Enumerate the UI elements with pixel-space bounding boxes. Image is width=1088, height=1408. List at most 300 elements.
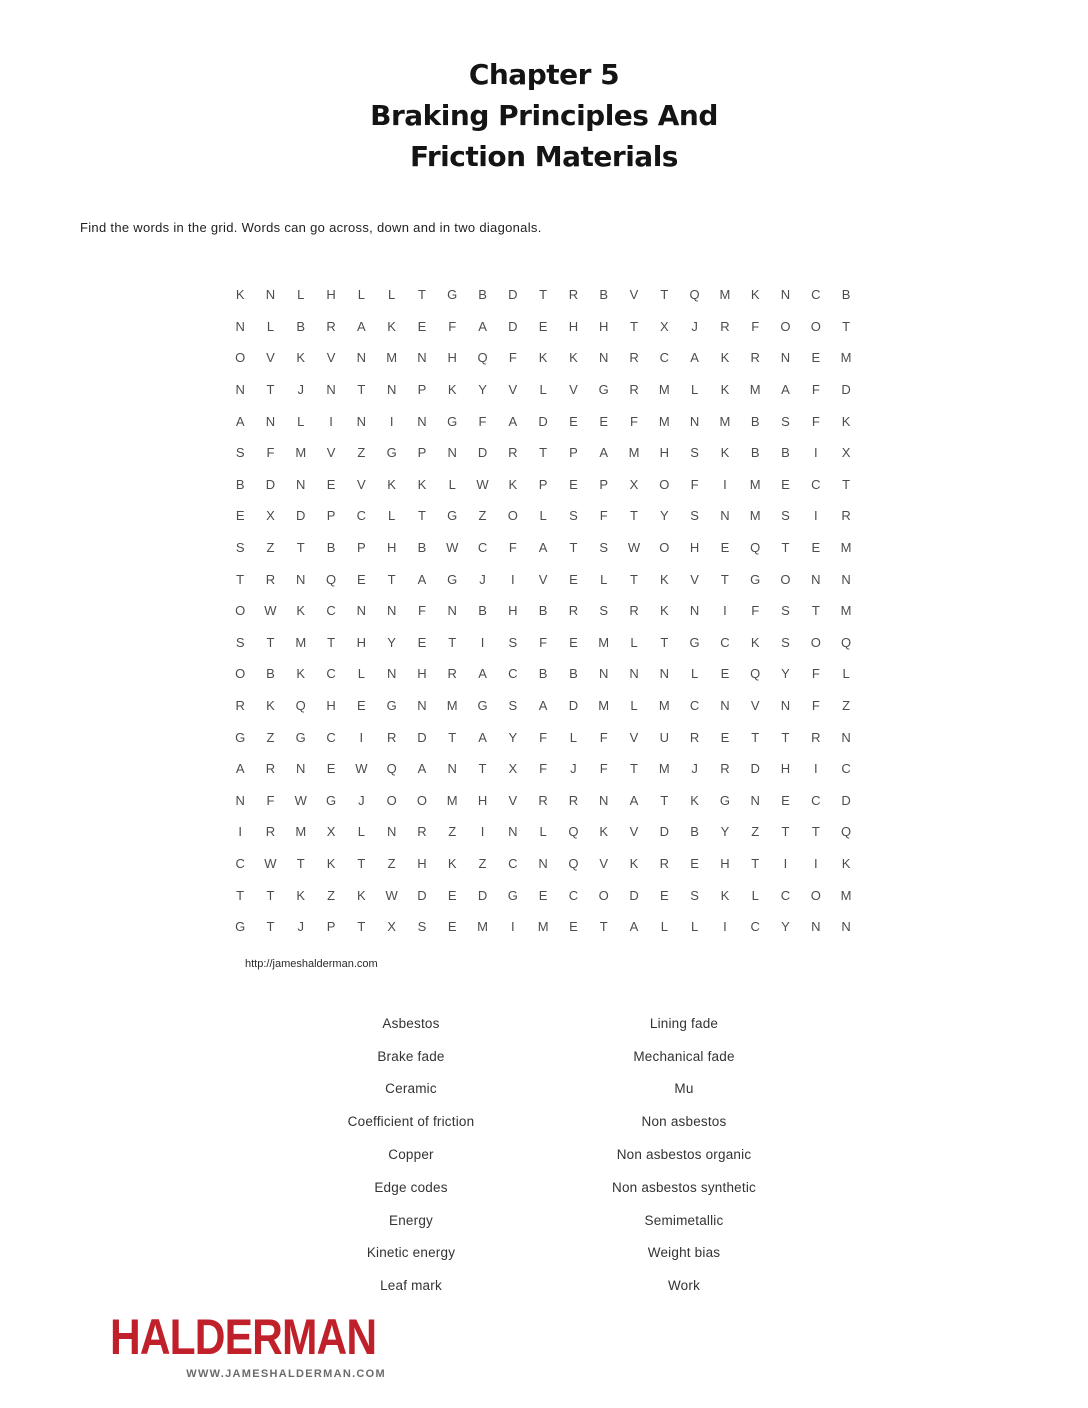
grid-letter: V	[266, 350, 275, 366]
grid-letter: F	[266, 445, 275, 461]
grid-letter: D	[538, 413, 548, 429]
grid-letter: Y	[781, 666, 790, 682]
grid-letter: E	[447, 919, 457, 935]
grid-letter: D	[477, 887, 488, 903]
grid-letter: E	[569, 413, 578, 429]
grid-letter: Y	[659, 508, 669, 524]
grid-letter: V	[508, 792, 518, 808]
grid-letter: A	[538, 698, 548, 714]
grid-letter: L	[751, 887, 759, 903]
grid-letter: S	[781, 508, 790, 524]
grid-letter: L	[539, 824, 547, 840]
grid-letter: A	[417, 761, 427, 777]
grid-letter: N	[447, 445, 457, 461]
grid-letter: C	[811, 287, 821, 303]
grid-letter: B	[417, 540, 427, 556]
grid-letter: Q	[841, 634, 852, 650]
grid-letter: N	[296, 761, 306, 777]
grid-letter: E	[811, 350, 821, 366]
grid-letter: N	[296, 571, 306, 587]
grid-letter: H	[689, 540, 700, 556]
grid-letter: R	[750, 350, 760, 366]
grid-letter: O	[810, 634, 821, 650]
word-list-item: Ceramic	[385, 1081, 437, 1097]
grid-letter: K	[387, 318, 396, 334]
grid-letter: J	[297, 919, 304, 935]
grid-letter: L	[388, 508, 396, 524]
grid-letter: N	[720, 508, 730, 524]
grid-letter: O	[416, 792, 427, 808]
grid-letter: S	[690, 445, 699, 461]
grid-letter: S	[781, 634, 790, 650]
grid-letter: I	[389, 413, 394, 429]
grid-letter: R	[508, 445, 518, 461]
grid-letter: E	[569, 571, 578, 587]
grid-letter: G	[325, 792, 337, 808]
grid-letter: C	[508, 855, 518, 871]
word-list-item: Weight bias	[647, 1245, 721, 1261]
grid-letter: G	[598, 382, 609, 398]
grid-letter: G	[235, 729, 246, 745]
grid-letter: K	[599, 824, 609, 840]
grid-letter: Q	[750, 666, 761, 682]
grid-letter: Q	[295, 698, 306, 714]
grid-letter: I	[723, 603, 727, 619]
grid-letter: I	[480, 634, 485, 650]
grid-letter: K	[296, 666, 306, 682]
grid-letter: H	[659, 445, 669, 461]
grid-letter: M	[295, 445, 307, 461]
grid-letter: D	[417, 887, 427, 903]
grid-letter: E	[781, 476, 790, 492]
grid-letter: M	[658, 698, 670, 714]
grid-letter: K	[447, 855, 457, 871]
grid-letter: D	[508, 287, 518, 303]
grid-letter: G	[719, 792, 730, 808]
grid-letter: W	[446, 540, 459, 556]
grid-letter: O	[598, 887, 609, 903]
grid-letter: C	[477, 540, 488, 556]
grid-letter: J	[479, 571, 486, 587]
grid-letter: R	[265, 761, 276, 777]
grid-letter: Z	[266, 540, 275, 556]
grid-letter: C	[841, 761, 851, 777]
grid-letter: H	[780, 761, 791, 777]
grid-letter: N	[720, 698, 730, 714]
grid-letter: K	[750, 287, 760, 303]
grid-letter: D	[508, 318, 518, 334]
grid-letter: B	[781, 445, 790, 461]
grid-letter: K	[659, 603, 669, 619]
grid-letter: T	[630, 508, 638, 524]
word-list-item: Leaf mark	[380, 1278, 442, 1294]
grid-letter: N	[326, 382, 336, 398]
grid-letter: T	[781, 824, 790, 840]
word-list-item: Semimetallic	[644, 1212, 724, 1228]
grid-letter: M	[658, 382, 670, 398]
grid-letter: J	[691, 318, 698, 334]
grid-letter: R	[659, 855, 669, 871]
grid-letter: H	[599, 318, 609, 334]
grid-letter: T	[660, 634, 669, 650]
grid-letter: X	[629, 476, 639, 492]
grid-letter: N	[417, 350, 427, 366]
grid-letter: F	[630, 413, 638, 429]
grid-letter: T	[448, 634, 457, 650]
grid-letter: G	[295, 729, 306, 745]
grid-letter: T	[266, 919, 275, 935]
grid-letter: H	[386, 540, 397, 556]
grid-letter: C	[780, 887, 791, 903]
grid-letter: C	[689, 698, 700, 714]
grid-letter: M	[295, 824, 307, 840]
grid-letter: I	[511, 571, 515, 587]
grid-letter: N	[811, 571, 821, 587]
grid-letter: F	[478, 413, 487, 429]
grid-letter: E	[720, 729, 730, 745]
grid-letter: T	[327, 634, 336, 650]
grid-letter: Q	[841, 824, 852, 840]
grid-letter: V	[569, 382, 578, 398]
grid-letter: P	[599, 476, 609, 492]
grid-letter: L	[690, 382, 699, 398]
grid-letter: E	[811, 540, 821, 556]
grid-letter: N	[780, 287, 791, 303]
grid-letter: Q	[386, 761, 397, 777]
grid-letter: Z	[842, 698, 851, 714]
grid-letter: B	[478, 603, 487, 619]
grid-letter: I	[480, 824, 485, 840]
grid-letter: N	[629, 666, 639, 682]
grid-letter: T	[266, 887, 275, 903]
grid-letter: O	[235, 350, 246, 366]
grid-letter: S	[599, 540, 609, 556]
word-list-item: Coefficient of friction	[347, 1114, 475, 1130]
grid-letter: I	[511, 919, 515, 935]
grid-letter: L	[600, 571, 608, 587]
grid-letter: E	[569, 476, 578, 492]
grid-letter: T	[539, 445, 548, 461]
grid-letter: H	[417, 855, 427, 871]
grid-letter: S	[690, 887, 699, 903]
grid-letter: H	[477, 792, 488, 808]
grid-letter: P	[417, 382, 427, 398]
grid-letter: T	[417, 287, 426, 303]
grid-letter: J	[691, 761, 698, 777]
grid-letter: Z	[751, 824, 760, 840]
grid-letter: B	[235, 476, 245, 492]
grid-letter: Y	[387, 634, 396, 650]
grid-letter: H	[417, 666, 427, 682]
word-list-item: Mu	[674, 1081, 694, 1097]
grid-letter: K	[508, 476, 518, 492]
grid-letter: M	[658, 761, 670, 777]
grid-letter: O	[810, 887, 821, 903]
grid-letter: T	[720, 571, 729, 587]
title-line-subject-2: Friction Materials	[410, 140, 678, 173]
grid-letter: R	[811, 729, 821, 745]
grid-letter: R	[568, 603, 579, 619]
grid-letter: X	[326, 824, 336, 840]
grid-letter: S	[235, 540, 245, 556]
grid-letter: I	[329, 413, 333, 429]
grid-letter: E	[538, 318, 548, 334]
grid-letter: S	[417, 919, 427, 935]
word-list-item: Kinetic energy	[366, 1245, 456, 1261]
grid-letter: K	[720, 382, 730, 398]
grid-letter: D	[477, 445, 488, 461]
grid-letter: V	[629, 824, 639, 840]
grid-letter: L	[569, 729, 578, 745]
grid-letter: A	[538, 540, 548, 556]
grid-letter: M	[537, 919, 549, 935]
grid-letter: K	[296, 887, 306, 903]
grid-letter: K	[387, 476, 396, 492]
grid-letter: P	[417, 445, 427, 461]
grid-letter: T	[630, 571, 638, 587]
grid-letter: F	[811, 382, 820, 398]
grid-letter: I	[813, 761, 818, 777]
grid-letter: S	[569, 508, 578, 524]
grid-letter: W	[355, 761, 368, 777]
grid-letter: Q	[568, 824, 579, 840]
grid-letter: K	[538, 350, 548, 366]
grid-letter: L	[388, 287, 396, 303]
grid-letter: R	[326, 318, 336, 334]
grid-letter: T	[811, 603, 820, 619]
grid-letter: F	[599, 508, 608, 524]
grid-letter: N	[235, 792, 245, 808]
grid-letter: R	[265, 824, 276, 840]
grid-letter: Y	[508, 729, 518, 745]
word-list-item: Work	[667, 1278, 701, 1294]
grid-letter: X	[841, 445, 851, 461]
grid-letter: S	[235, 445, 245, 461]
instructions-text: Find the words in the grid. Words can go across, down and in two diagonals.	[80, 220, 542, 235]
grid-letter: Z	[327, 887, 336, 903]
grid-letter: F	[508, 350, 517, 366]
grid-letter: M	[840, 540, 852, 556]
grid-letter: K	[629, 855, 639, 871]
grid-letter: Z	[478, 508, 487, 524]
grid-letter: N	[265, 287, 276, 303]
grid-letter: D	[841, 792, 851, 808]
grid-letter: E	[447, 887, 457, 903]
grid-letter: S	[781, 603, 790, 619]
grid-letter: C	[508, 666, 518, 682]
grid-letter: C	[750, 919, 760, 935]
grid-letter: R	[568, 792, 579, 808]
grid-letter: R	[568, 287, 579, 303]
grid-letter: N	[508, 824, 518, 840]
grid-letter: C	[356, 508, 367, 524]
grid-letter: G	[447, 571, 458, 587]
grid-letter: N	[841, 729, 851, 745]
grid-letter: L	[842, 666, 850, 682]
grid-letter: F	[539, 634, 548, 650]
grid-letter: V	[538, 571, 548, 587]
grid-letter: M	[840, 603, 852, 619]
grid-letter: A	[357, 318, 366, 334]
grid-letter: B	[326, 540, 336, 556]
grid-letter: C	[720, 634, 730, 650]
word-list	[281, 1007, 814, 1302]
grid-letter: S	[599, 603, 609, 619]
title-line-chapter: Chapter 5	[468, 58, 620, 91]
grid-letter: X	[659, 318, 669, 334]
grid-letter: Y	[720, 824, 730, 840]
grid-letter: N	[780, 698, 791, 714]
grid-letter: E	[357, 571, 366, 587]
grid-letter: E	[235, 508, 245, 524]
grid-letter: A	[599, 445, 609, 461]
grid-letter: C	[326, 666, 336, 682]
grid-letter: Z	[478, 855, 487, 871]
grid-letter: G	[689, 634, 700, 650]
grid-letter: G	[235, 919, 246, 935]
grid-letter: G	[447, 413, 458, 429]
grid-letter: E	[720, 666, 730, 682]
grid-letter: N	[386, 824, 397, 840]
grid-letter: Q	[750, 540, 761, 556]
grid-letter: K	[447, 382, 457, 398]
grid-letter: T	[417, 508, 426, 524]
grid-letter: K	[690, 792, 699, 808]
word-search-grid	[225, 279, 861, 942]
grid-letter: J	[570, 761, 577, 777]
grid-letter: W	[294, 792, 307, 808]
grid-letter: I	[813, 445, 818, 461]
grid-letter: T	[630, 318, 638, 334]
grid-letter: R	[720, 318, 730, 334]
grid-letter: R	[235, 698, 245, 714]
grid-letter: E	[538, 887, 548, 903]
grid-letter: F	[751, 318, 760, 334]
grid-letter: W	[476, 476, 489, 492]
grid-letter: N	[841, 919, 851, 935]
grid-letter: L	[357, 824, 365, 840]
grid-letter: R	[689, 729, 700, 745]
grid-letter: K	[326, 855, 336, 871]
grid-letter: B	[266, 666, 275, 682]
word-list-item: Energy	[389, 1212, 433, 1228]
grid-letter: N	[356, 603, 367, 619]
grid-letter: O	[659, 540, 670, 556]
grid-letter: H	[447, 350, 457, 366]
grid-letter: G	[447, 508, 458, 524]
grid-letter: R	[629, 603, 639, 619]
halderman-logo: HALDERMAN	[110, 1309, 377, 1365]
grid-letter: L	[539, 382, 547, 398]
grid-letter: F	[266, 792, 275, 808]
grid-letter: K	[720, 445, 730, 461]
grid-letter: K	[266, 698, 275, 714]
grid-letter: O	[780, 571, 791, 587]
grid-letter: G	[750, 571, 761, 587]
grid-letter: N	[417, 698, 427, 714]
grid-letter: Q	[325, 571, 337, 587]
grid-letter: M	[749, 476, 761, 492]
grid-letter: U	[659, 729, 669, 745]
grid-letter: K	[296, 350, 306, 366]
grid-letter: N	[599, 666, 609, 682]
grid-letter: M	[840, 887, 852, 903]
grid-letter: Q	[568, 855, 579, 871]
grid-letter: I	[813, 855, 818, 871]
grid-letter: R	[447, 666, 457, 682]
grid-letter: A	[629, 792, 639, 808]
grid-letter: T	[599, 919, 608, 935]
grid-letter: N	[447, 761, 457, 777]
word-list-item: Non asbestos synthetic	[612, 1179, 756, 1195]
grid-letter: Z	[387, 855, 396, 871]
word-list-item: Brake fade	[377, 1048, 445, 1064]
grid-letter: R	[265, 571, 276, 587]
source-url-text: http://jameshalderman.com	[245, 958, 378, 970]
grid-letter: Y	[478, 382, 487, 398]
grid-letter: T	[539, 287, 548, 303]
grid-letter: J	[358, 792, 365, 808]
grid-letter: C	[326, 729, 336, 745]
grid-letter: R	[417, 824, 427, 840]
grid-letter: E	[599, 413, 609, 429]
grid-letter: D	[417, 729, 427, 745]
grid-letter: Q	[689, 287, 700, 303]
grid-letter: V	[357, 476, 366, 492]
grid-letter: M	[719, 287, 731, 303]
grid-letter: D	[841, 382, 851, 398]
grid-letter: V	[326, 350, 336, 366]
grid-letter: E	[569, 634, 578, 650]
grid-letter: I	[723, 476, 727, 492]
grid-letter: C	[235, 855, 245, 871]
grid-letter: B	[538, 603, 548, 619]
grid-letter: M	[446, 792, 458, 808]
grid-letter: G	[386, 698, 397, 714]
grid-letter: T	[448, 729, 457, 745]
grid-letter: G	[477, 698, 488, 714]
grid-letter: E	[326, 761, 336, 777]
grid-letter: O	[235, 666, 246, 682]
grid-letter: T	[630, 761, 638, 777]
grid-letter: G	[386, 445, 397, 461]
grid-letter: E	[690, 855, 699, 871]
grid-letter: S	[508, 698, 518, 714]
grid-letter: G	[507, 887, 518, 903]
grid-letter: P	[357, 540, 366, 556]
grid-letter: K	[841, 855, 851, 871]
grid-letter: H	[356, 634, 367, 650]
grid-letter: T	[660, 287, 669, 303]
grid-letter: A	[235, 761, 245, 777]
grid-letter: O	[386, 792, 397, 808]
grid-letter: W	[385, 887, 398, 903]
grid-letter: R	[629, 382, 639, 398]
grid-letter: I	[359, 729, 364, 745]
grid-letter: E	[326, 476, 336, 492]
grid-letter: W	[627, 540, 641, 556]
grid-letter: T	[236, 571, 245, 587]
grid-letter: M	[840, 350, 852, 366]
grid-letter: B	[750, 445, 760, 461]
grid-letter: T	[781, 540, 790, 556]
grid-letter: F	[539, 761, 548, 777]
grid-letter: L	[357, 666, 365, 682]
grid-letter: T	[296, 855, 305, 871]
grid-letter: L	[660, 919, 668, 935]
grid-letter: T	[296, 540, 305, 556]
grid-letter: N	[538, 855, 548, 871]
